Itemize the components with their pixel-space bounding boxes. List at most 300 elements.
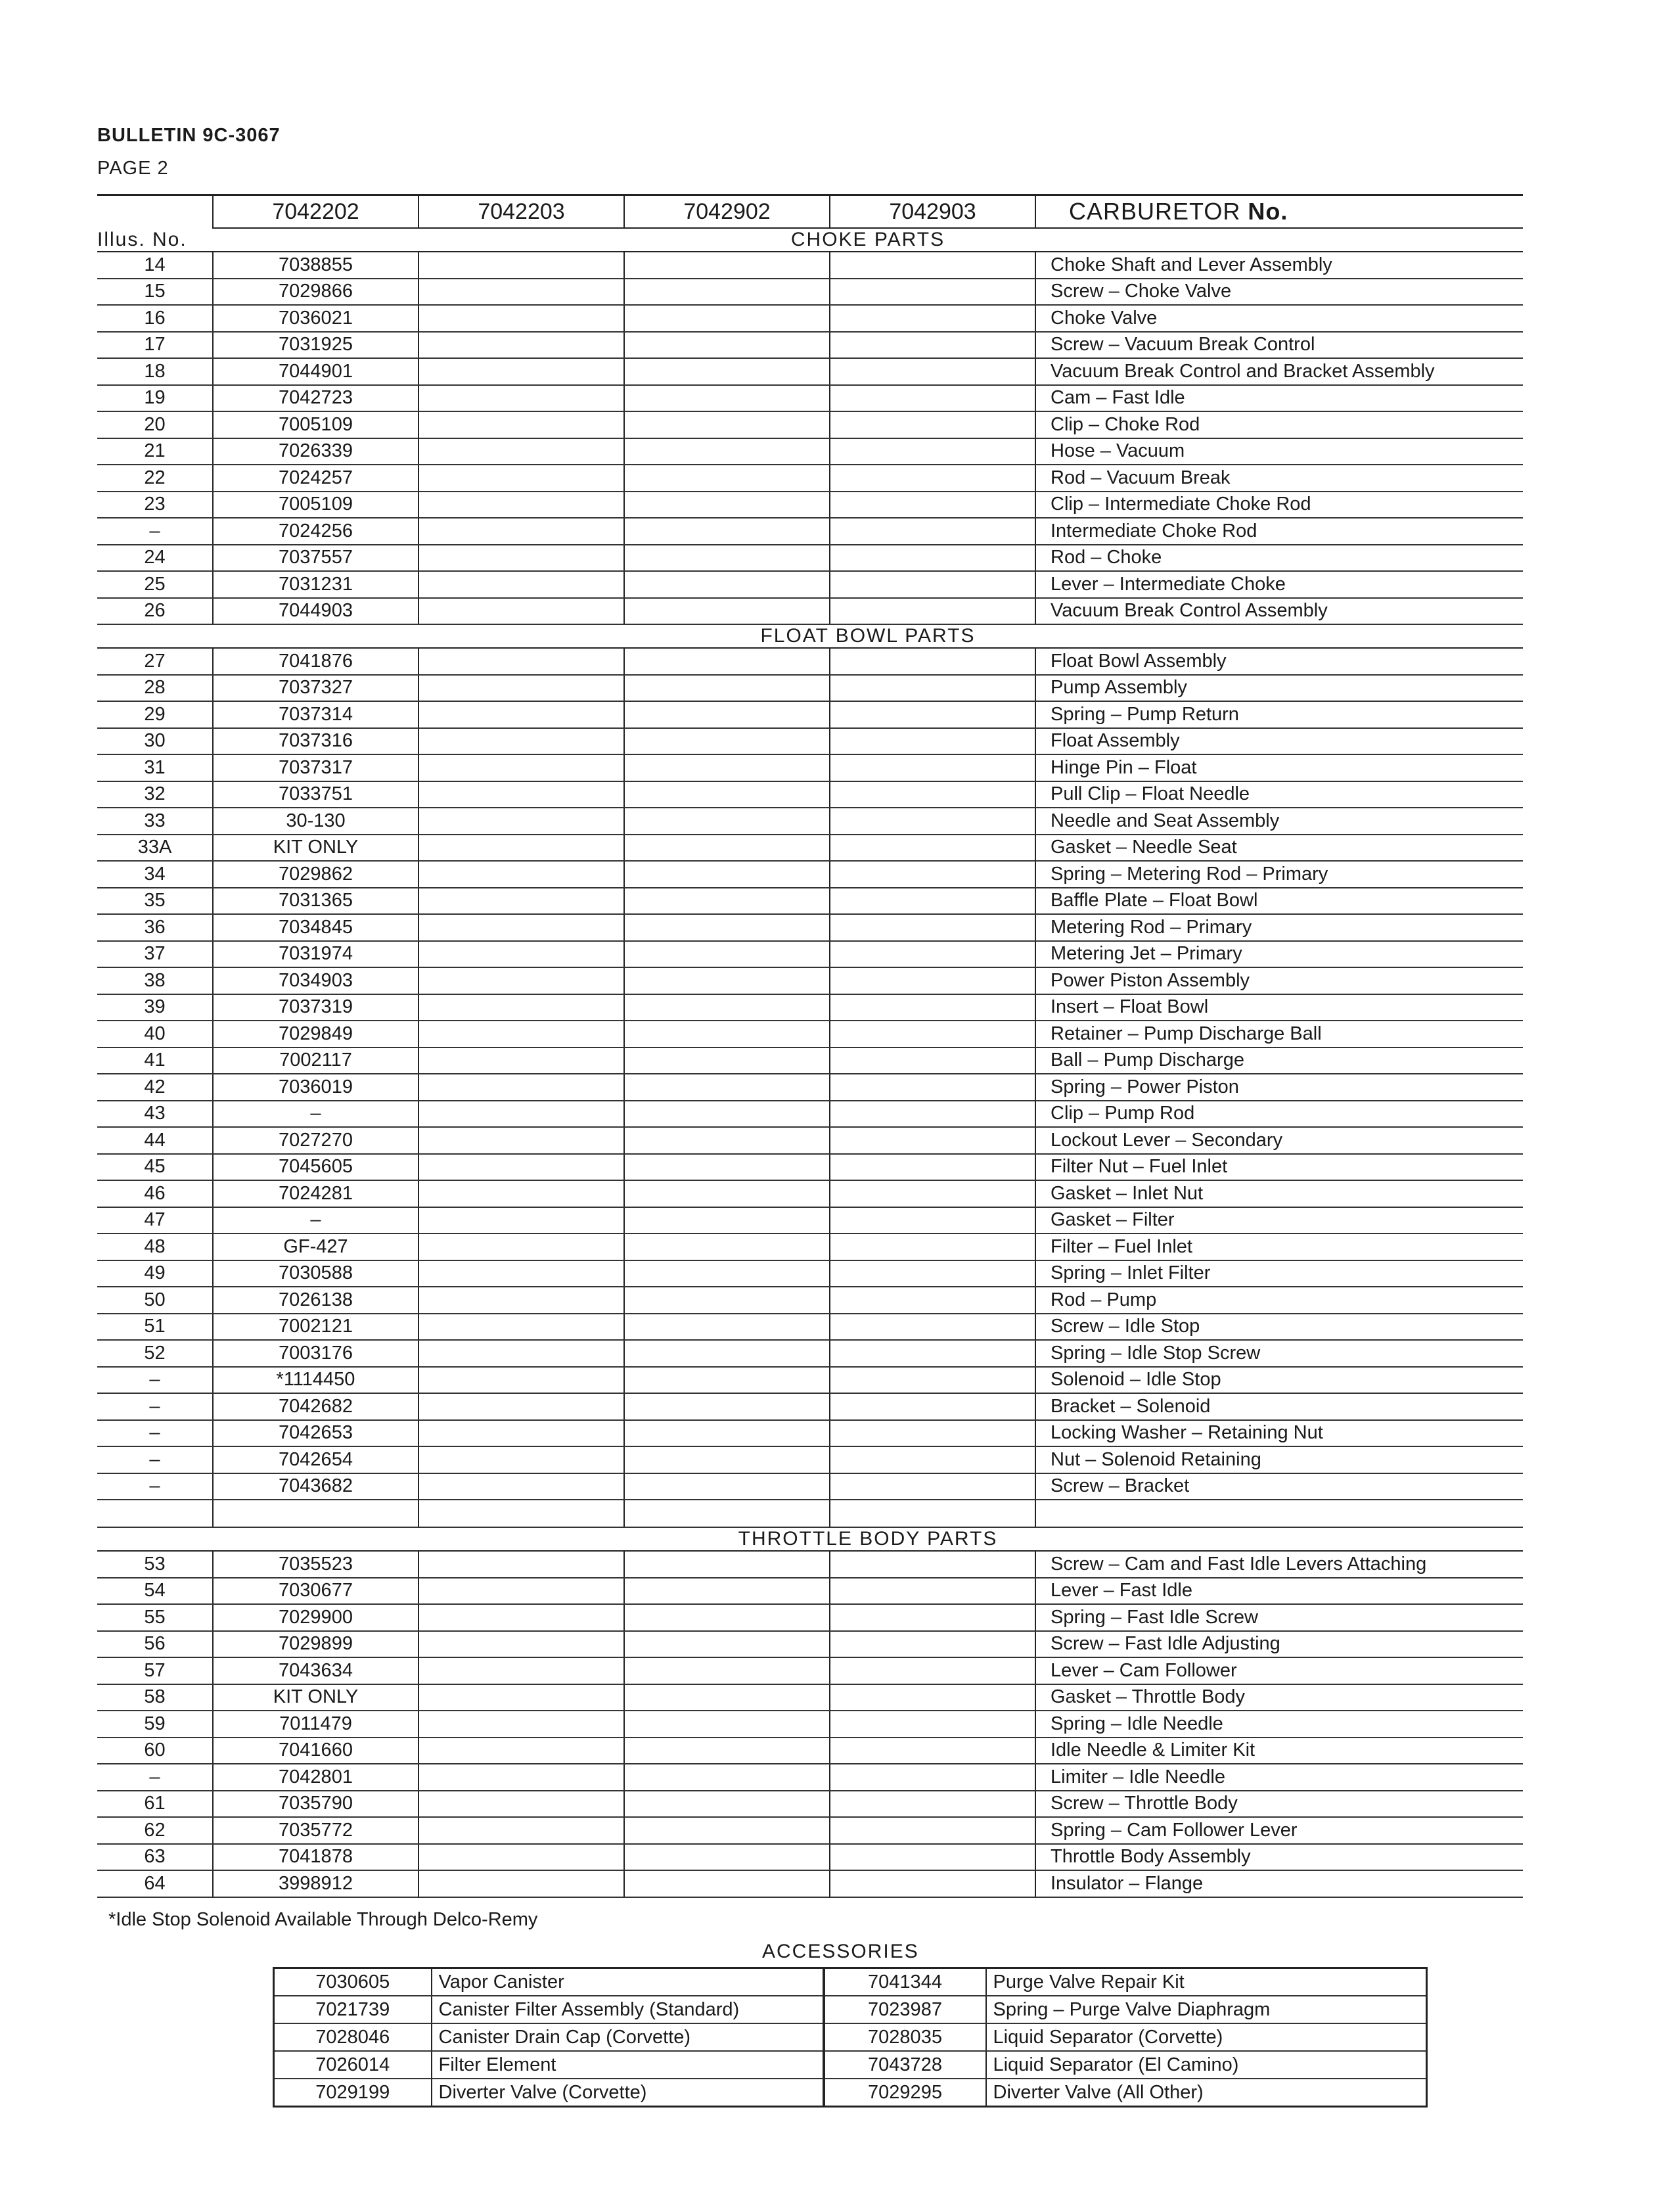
part-description: Float Assembly — [1035, 728, 1523, 755]
empty-part-cell — [418, 1631, 624, 1658]
part-number: 7042723 — [213, 385, 418, 412]
table-row — [97, 967, 1523, 994]
part-description: Spring – Fast Idle Screw — [1035, 1604, 1523, 1631]
empty-part-cell — [418, 571, 624, 598]
table-row — [97, 781, 1523, 808]
empty-part-cell — [830, 305, 1035, 332]
empty-part-cell — [624, 754, 830, 781]
table-row — [97, 1260, 1523, 1287]
empty-part-cell — [418, 861, 624, 888]
illus-number: 37 — [97, 941, 213, 968]
table-row — [97, 598, 1523, 625]
part-number: 7002121 — [213, 1314, 418, 1341]
part-description: Clip – Pump Rod — [1035, 1101, 1523, 1128]
empty-part-cell — [418, 781, 624, 808]
part-description: Spring – Inlet Filter — [1035, 1260, 1523, 1287]
empty-part-cell — [624, 1260, 830, 1287]
illus-number: 20 — [97, 411, 213, 438]
empty-part-cell — [830, 1101, 1035, 1128]
empty-part-cell — [830, 1340, 1035, 1367]
empty-part-cell — [830, 1844, 1035, 1871]
part-number: 7037327 — [213, 675, 418, 702]
empty-part-cell — [624, 1844, 830, 1871]
table-row — [97, 754, 1523, 781]
header-blank-cell — [97, 195, 213, 229]
part-description: Vacuum Break Control and Bracket Assembly — [1035, 358, 1523, 385]
accessory-description: Diverter Valve (Corvette) — [432, 2079, 824, 2107]
part-description: Choke Shaft and Lever Assembly — [1035, 252, 1523, 279]
empty-part-cell — [830, 1180, 1035, 1207]
table-row — [97, 332, 1523, 359]
section-title: THROTTLE BODY PARTS — [213, 1527, 1523, 1551]
illus-number: 64 — [97, 1870, 213, 1897]
part-number: 7005109 — [213, 492, 418, 518]
part-description: Clip – Intermediate Choke Rod — [1035, 492, 1523, 518]
illus-number: 60 — [97, 1738, 213, 1764]
empty-part-cell — [624, 701, 830, 728]
empty-part-cell — [830, 994, 1035, 1021]
part-description: Pull Clip – Float Needle — [1035, 781, 1523, 808]
part-number: 7029899 — [213, 1631, 418, 1658]
illus-number: 21 — [97, 438, 213, 465]
empty-part-cell — [418, 1420, 624, 1447]
empty-part-cell — [624, 1578, 830, 1605]
empty-part-cell — [624, 1870, 830, 1897]
illus-number: 30 — [97, 728, 213, 755]
illus-number: 31 — [97, 754, 213, 781]
table-row — [97, 1021, 1523, 1048]
empty-part-cell — [624, 1314, 830, 1341]
section-header-row — [97, 1527, 1523, 1551]
part-description: Spring – Idle Stop Screw — [1035, 1340, 1523, 1367]
empty-part-cell — [418, 1764, 624, 1791]
part-description: Bracket – Solenoid — [1035, 1393, 1523, 1420]
part-description: Idle Needle & Limiter Kit — [1035, 1738, 1523, 1764]
empty-part-cell — [418, 941, 624, 968]
empty-part-cell — [830, 518, 1035, 545]
empty-part-cell — [624, 1551, 830, 1578]
illus-number: 39 — [97, 994, 213, 1021]
part-description: Needle and Seat Assembly — [1035, 808, 1523, 835]
illus-number: 36 — [97, 914, 213, 941]
part-number: 7041876 — [213, 648, 418, 675]
empty-part-cell — [418, 808, 624, 835]
empty-part-cell — [418, 385, 624, 412]
empty-part-cell — [418, 1738, 624, 1764]
table-row — [97, 1711, 1523, 1738]
empty-part-cell — [624, 1631, 830, 1658]
table-row — [97, 1154, 1523, 1181]
empty-part-cell — [624, 1657, 830, 1684]
empty-part-cell — [624, 1791, 830, 1818]
empty-part-cell — [830, 1817, 1035, 1844]
empty-part-cell — [418, 1551, 624, 1578]
part-description: Filter Nut – Fuel Inlet — [1035, 1154, 1523, 1181]
empty-part-cell — [830, 1393, 1035, 1420]
table-row — [97, 1393, 1523, 1420]
part-description: Vacuum Break Control Assembly — [1035, 598, 1523, 625]
empty-part-cell — [624, 305, 830, 332]
part-description: Spring – Metering Rod – Primary — [1035, 861, 1523, 888]
part-description: Gasket – Inlet Nut — [1035, 1180, 1523, 1207]
illus-number: 58 — [97, 1684, 213, 1711]
empty-part-cell — [624, 941, 830, 968]
empty-part-cell — [418, 465, 624, 492]
part-description: Metering Jet – Primary — [1035, 941, 1523, 968]
illus-number: 63 — [97, 1844, 213, 1871]
part-description: Metering Rod – Primary — [1035, 914, 1523, 941]
illus-number: 57 — [97, 1657, 213, 1684]
part-description: Power Piston Assembly — [1035, 967, 1523, 994]
part-description: Screw – Throttle Body — [1035, 1791, 1523, 1818]
table-row — [97, 1844, 1523, 1871]
empty-part-cell — [624, 1711, 830, 1738]
part-number: 7029866 — [213, 279, 418, 306]
empty-part-cell — [830, 545, 1035, 572]
empty-part-cell — [830, 438, 1035, 465]
empty-part-cell — [624, 279, 830, 306]
part-description: Screw – Idle Stop — [1035, 1314, 1523, 1341]
illus-number: 59 — [97, 1711, 213, 1738]
part-number: 7035772 — [213, 1817, 418, 1844]
table-row — [97, 941, 1523, 968]
table-row — [97, 1287, 1523, 1314]
part-description: Spring – Power Piston — [1035, 1074, 1523, 1101]
table-row — [97, 571, 1523, 598]
table-row — [97, 1817, 1523, 1844]
empty-part-cell — [624, 967, 830, 994]
part-number: 7031231 — [213, 571, 418, 598]
empty-part-cell — [624, 808, 830, 835]
empty-part-cell — [624, 252, 830, 279]
part-number: *1114450 — [213, 1367, 418, 1394]
accessory-description: Canister Drain Cap (Corvette) — [432, 2023, 824, 2051]
illus-number: 27 — [97, 648, 213, 675]
part-number: 7034845 — [213, 914, 418, 941]
empty-part-cell — [830, 1207, 1035, 1234]
empty-part-cell — [418, 332, 624, 359]
accessory-description: Liquid Separator (El Camino) — [986, 2051, 1427, 2079]
empty-part-cell — [830, 1233, 1035, 1260]
empty-part-cell — [830, 1473, 1035, 1500]
accessory-row — [274, 1996, 1427, 2023]
empty-part-cell — [830, 648, 1035, 675]
empty-part-cell — [418, 835, 624, 862]
table-row — [97, 279, 1523, 306]
table-row — [97, 1101, 1523, 1128]
empty-cell — [418, 1500, 624, 1527]
empty-part-cell — [624, 888, 830, 915]
parts-table-body — [97, 195, 1523, 1897]
page-number: PAGE 2 — [97, 158, 169, 179]
table-row — [97, 465, 1523, 492]
illus-number: 47 — [97, 1207, 213, 1234]
empty-part-cell — [830, 728, 1035, 755]
part-description: Rod – Pump — [1035, 1287, 1523, 1314]
illus-number: 45 — [97, 1154, 213, 1181]
empty-part-cell — [624, 861, 830, 888]
part-description: Screw – Vacuum Break Control — [1035, 332, 1523, 359]
table-row — [97, 728, 1523, 755]
empty-part-cell — [624, 598, 830, 625]
accessory-part-number: 7023987 — [824, 1996, 986, 2023]
empty-part-cell — [418, 1657, 624, 1684]
table-row — [97, 1340, 1523, 1367]
empty-part-cell — [830, 1711, 1035, 1738]
part-number: 7026138 — [213, 1287, 418, 1314]
empty-part-cell — [418, 701, 624, 728]
illus-number: 32 — [97, 781, 213, 808]
table-row — [97, 1764, 1523, 1791]
empty-part-cell — [418, 252, 624, 279]
part-number: 7024256 — [213, 518, 418, 545]
carburetor-number-header: 7042903 — [830, 195, 1035, 229]
part-number: 7037557 — [213, 545, 418, 572]
empty-part-cell — [624, 571, 830, 598]
part-description: Screw – Fast Idle Adjusting — [1035, 1631, 1523, 1658]
empty-part-cell — [418, 438, 624, 465]
part-number: GF-427 — [213, 1233, 418, 1260]
illus-number: 54 — [97, 1578, 213, 1605]
empty-part-cell — [624, 332, 830, 359]
part-number: 7043634 — [213, 1657, 418, 1684]
part-number: 7031365 — [213, 888, 418, 915]
part-number: 7044903 — [213, 598, 418, 625]
empty-part-cell — [830, 781, 1035, 808]
table-row — [97, 861, 1523, 888]
empty-part-cell — [418, 518, 624, 545]
illus-number: 49 — [97, 1260, 213, 1287]
illus-number: 62 — [97, 1817, 213, 1844]
table-row — [97, 994, 1523, 1021]
empty-part-cell — [418, 888, 624, 915]
empty-part-cell — [830, 861, 1035, 888]
empty-part-cell — [624, 1604, 830, 1631]
part-description: Nut – Solenoid Retaining — [1035, 1446, 1523, 1473]
table-row — [97, 1551, 1523, 1578]
empty-part-cell — [830, 1021, 1035, 1048]
empty-part-cell — [830, 1260, 1035, 1287]
empty-part-cell — [418, 1233, 624, 1260]
illus-number: – — [97, 1764, 213, 1791]
illus-number: – — [97, 1420, 213, 1447]
empty-part-cell — [830, 1631, 1035, 1658]
accessory-part-number: 7028046 — [274, 2023, 432, 2051]
accessory-row — [274, 2051, 1427, 2079]
illus-number: 14 — [97, 252, 213, 279]
empty-part-cell — [830, 1657, 1035, 1684]
empty-part-cell — [830, 1127, 1035, 1154]
empty-part-cell — [418, 598, 624, 625]
part-number: 7027270 — [213, 1127, 418, 1154]
empty-part-cell — [418, 1711, 624, 1738]
part-number: 7042654 — [213, 1446, 418, 1473]
accessory-description: Liquid Separator (Corvette) — [986, 2023, 1427, 2051]
part-description: Screw – Choke Valve — [1035, 279, 1523, 306]
carburetor-parts-table — [97, 194, 1523, 1898]
part-description: Insert – Float Bowl — [1035, 994, 1523, 1021]
part-description: Spring – Cam Follower Lever — [1035, 1817, 1523, 1844]
empty-part-cell — [624, 1048, 830, 1074]
illus-no-label: Illus. No. — [97, 228, 213, 252]
table-row — [97, 1074, 1523, 1101]
empty-part-cell — [418, 492, 624, 518]
illus-number: – — [97, 1446, 213, 1473]
empty-part-cell — [418, 994, 624, 1021]
empty-part-cell — [830, 701, 1035, 728]
empty-cell — [97, 1500, 213, 1527]
empty-part-cell — [830, 941, 1035, 968]
empty-part-cell — [418, 1367, 624, 1394]
empty-part-cell — [418, 1844, 624, 1871]
table-row — [97, 808, 1523, 835]
part-number: 3998912 — [213, 1870, 418, 1897]
empty-part-cell — [624, 1074, 830, 1101]
part-number: 7035790 — [213, 1791, 418, 1818]
table-row — [97, 1578, 1523, 1605]
empty-part-cell — [418, 1207, 624, 1234]
part-number: 7044901 — [213, 358, 418, 385]
part-number: 7029849 — [213, 1021, 418, 1048]
empty-part-cell — [418, 1101, 624, 1128]
empty-part-cell — [624, 1207, 830, 1234]
carburetor-number-header: 7042202 — [213, 195, 418, 229]
empty-part-cell — [830, 1446, 1035, 1473]
illus-number: 42 — [97, 1074, 213, 1101]
table-row — [97, 1684, 1523, 1711]
part-description: Gasket – Needle Seat — [1035, 835, 1523, 862]
illus-number: 16 — [97, 305, 213, 332]
table-row — [97, 385, 1523, 412]
empty-part-cell — [418, 1048, 624, 1074]
table-row — [97, 1367, 1523, 1394]
empty-part-cell — [624, 465, 830, 492]
empty-part-cell — [830, 808, 1035, 835]
empty-part-cell — [830, 279, 1035, 306]
table-row — [97, 1420, 1523, 1447]
part-number: 7045605 — [213, 1154, 418, 1181]
accessory-part-number: 7029199 — [274, 2079, 432, 2107]
empty-cell — [213, 1500, 418, 1527]
empty-part-cell — [624, 835, 830, 862]
table-row — [97, 1048, 1523, 1074]
empty-part-cell — [624, 1367, 830, 1394]
illus-number: 29 — [97, 701, 213, 728]
empty-part-cell — [418, 545, 624, 572]
carburetor-number-header: 7042203 — [418, 195, 624, 229]
illus-number: 43 — [97, 1101, 213, 1128]
part-description: Lever – Fast Idle — [1035, 1578, 1523, 1605]
empty-part-cell — [624, 1420, 830, 1447]
part-description: Float Bowl Assembly — [1035, 648, 1523, 675]
illus-number: – — [97, 1393, 213, 1420]
illus-no-label — [97, 1527, 213, 1551]
empty-part-cell — [418, 1870, 624, 1897]
illus-number: 56 — [97, 1631, 213, 1658]
empty-part-cell — [418, 1314, 624, 1341]
empty-part-cell — [830, 1314, 1035, 1341]
empty-part-cell — [418, 1791, 624, 1818]
accessory-description: Vapor Canister — [432, 1968, 824, 1996]
illus-number: 28 — [97, 675, 213, 702]
table-row — [97, 252, 1523, 279]
empty-part-cell — [624, 1738, 830, 1764]
illus-number: 35 — [97, 888, 213, 915]
empty-part-cell — [418, 1154, 624, 1181]
part-number: 7002117 — [213, 1048, 418, 1074]
table-row — [97, 358, 1523, 385]
illus-number: 48 — [97, 1233, 213, 1260]
part-number: – — [213, 1101, 418, 1128]
part-description: Pump Assembly — [1035, 675, 1523, 702]
empty-part-cell — [830, 675, 1035, 702]
accessories-table-body — [274, 1968, 1427, 2107]
table-row — [97, 1631, 1523, 1658]
part-description: Throttle Body Assembly — [1035, 1844, 1523, 1871]
part-description: Limiter – Idle Needle — [1035, 1764, 1523, 1791]
empty-part-cell — [624, 1684, 830, 1711]
empty-part-cell — [624, 385, 830, 412]
part-number: KIT ONLY — [213, 835, 418, 862]
part-number: 7041660 — [213, 1738, 418, 1764]
part-description: Gasket – Filter — [1035, 1207, 1523, 1234]
empty-part-cell — [830, 1154, 1035, 1181]
empty-part-cell — [418, 1260, 624, 1287]
part-number: 7037319 — [213, 994, 418, 1021]
empty-part-cell — [418, 358, 624, 385]
illus-number: 53 — [97, 1551, 213, 1578]
part-number: 7024281 — [213, 1180, 418, 1207]
part-number: 7037314 — [213, 701, 418, 728]
accessory-part-number: 7029295 — [824, 2079, 986, 2107]
illus-number: 46 — [97, 1180, 213, 1207]
accessory-part-number: 7026014 — [274, 2051, 432, 2079]
part-description: Lever – Cam Follower — [1035, 1657, 1523, 1684]
illus-number: – — [97, 1473, 213, 1500]
empty-part-cell — [830, 1870, 1035, 1897]
part-description: Intermediate Choke Rod — [1035, 518, 1523, 545]
part-number: 7026339 — [213, 438, 418, 465]
part-number: 7042653 — [213, 1420, 418, 1447]
empty-part-cell — [624, 1764, 830, 1791]
table-row — [97, 1870, 1523, 1897]
empty-part-cell — [830, 1551, 1035, 1578]
empty-part-cell — [418, 1446, 624, 1473]
part-description: Locking Washer – Retaining Nut — [1035, 1420, 1523, 1447]
illus-number: 34 — [97, 861, 213, 888]
table-row — [97, 1314, 1523, 1341]
blank-row — [97, 1500, 1523, 1527]
empty-part-cell — [418, 648, 624, 675]
table-row — [97, 1180, 1523, 1207]
part-description: Lockout Lever – Secondary — [1035, 1127, 1523, 1154]
part-number: 7042801 — [213, 1764, 418, 1791]
empty-part-cell — [624, 1127, 830, 1154]
empty-part-cell — [624, 1180, 830, 1207]
empty-part-cell — [418, 1817, 624, 1844]
part-description: Screw – Cam and Fast Idle Levers Attaching — [1035, 1551, 1523, 1578]
column-header-row — [97, 195, 1523, 229]
part-description: Hinge Pin – Float — [1035, 754, 1523, 781]
part-number: 7030677 — [213, 1578, 418, 1605]
part-number: 7031974 — [213, 941, 418, 968]
empty-part-cell — [624, 1446, 830, 1473]
table-row — [97, 675, 1523, 702]
empty-part-cell — [830, 252, 1035, 279]
part-number: 7038855 — [213, 252, 418, 279]
empty-part-cell — [830, 1764, 1035, 1791]
number-label: No. — [1248, 198, 1288, 225]
